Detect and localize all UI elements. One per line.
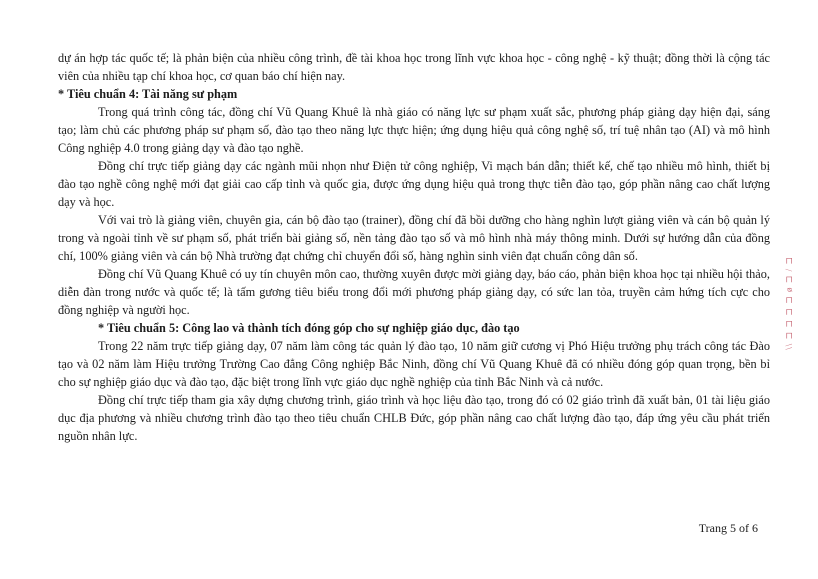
document-body	[58, 49, 770, 445]
paragraph: Đồng chí Vũ Quang Khuê có uy tín chuyên môn cao, thường xuyên được mời giảng dạy, báo cáo, phản biện khoa học tại nhiều hội thảo, diễn đàn trong nước và quốc tế; là tấm gương tiêu biểu trong đổi mới phương pháp giảng dạy, có sức lan tỏa, truyền cảm hứng tích cực cho đồng nghiệp và người học.	[58, 267, 770, 317]
margin-stamp-mark: \\ ⊐ ⊐ ⊐ ⊐ ø ⊐ / ⊐	[784, 256, 794, 350]
heading-criterion-4: * Tiêu chuẩn 4: Tài năng sư phạm	[58, 87, 238, 101]
heading-criterion-5: * Tiêu chuẩn 5: Công lao và thành tích đóng góp cho sự nghiệp giáo dục, đào tạo	[98, 321, 520, 335]
paragraph: Đồng chí trực tiếp tham gia xây dựng chương trình, giáo trình và học liệu đào tạo, trong đó có 02 giáo trình đã xuất bản, 01 tài liệu giáo dục địa phương và nhiều chương trình đào tạo theo tiêu chuẩn CHLB Đức, góp phần nâng cao chất lượng đào tạo, đáp ứng yêu cầu phát triển nguồn nhân lực.	[58, 393, 770, 443]
paragraph: Với vai trò là giảng viên, chuyên gia, cán bộ đào tạo (trainer), đồng chí đã bồi dưỡng cho hàng nghìn lượt giảng viên và cán bộ quản lý trong và ngoài tỉnh về sư phạm số, phát triển bài giảng số, nền tảng đào tạo số và mô hình nhà máy thông minh. Dưới sự hướng dẫn của đồng chí, 100% giảng viên và cán bộ Nhà trường đạt chứng chỉ chuyển đổi số, hàng nghìn sinh viên đạt chuẩn công dân số.	[58, 213, 770, 263]
paragraph: Trong quá trình công tác, đồng chí Vũ Quang Khuê là nhà giáo có năng lực sư phạm xuất sắc, phương pháp giảng dạy hiện đại, sáng tạo; làm chủ các phương pháp sư phạm số, đào tạo theo năng lực thực hiện; ứng dụng hiệu quả công nghệ số, trí tuệ nhân tạo (AI) và mô hình Công nghiệp 4.0 trong giảng dạy và đào tạo nghề.	[58, 105, 770, 155]
paragraph-continuation: dự án hợp tác quốc tế; là phản biện của nhiều công trình, đề tài khoa học trong lĩnh vực khoa học - công nghệ - kỹ thuật; đồng thời là cộng tác viên của nhiều tạp chí khoa học, cơ quan báo chí hiện nay.	[58, 51, 770, 83]
paragraph: Đồng chí trực tiếp giảng dạy các ngành mũi nhọn như Điện tử công nghiệp, Vi mạch bán dẫn; thiết kế, chế tạo nhiều mô hình, thiết bị đào tạo nghề công nghệ mới đạt giải cao cấp tỉnh và quốc gia, được ứng dụng hiệu quả trong thực tiễn đào tạo, góp phần nâng cao chất lượng dạy và học.	[58, 159, 770, 209]
paragraph: Trong 22 năm trực tiếp giảng dạy, 07 năm làm công tác quản lý đào tạo, 10 năm giữ cương vị Phó Hiệu trưởng phụ trách công tác Đào tạo và 02 năm làm Hiệu trưởng Trường Cao đẳng Công nghiệp Bắc Ninh, đồng chí Vũ Quang Khuê đã có nhiều đóng góp quan trọng, bền bỉ cho sự nghiệp giáo dục và đào tạo, đặc biệt trong lĩnh vực giáo dục nghề nghiệp của tỉnh Bắc Ninh và cả nước.	[58, 339, 770, 389]
page-number: Trang 5 of 6	[698, 521, 758, 535]
